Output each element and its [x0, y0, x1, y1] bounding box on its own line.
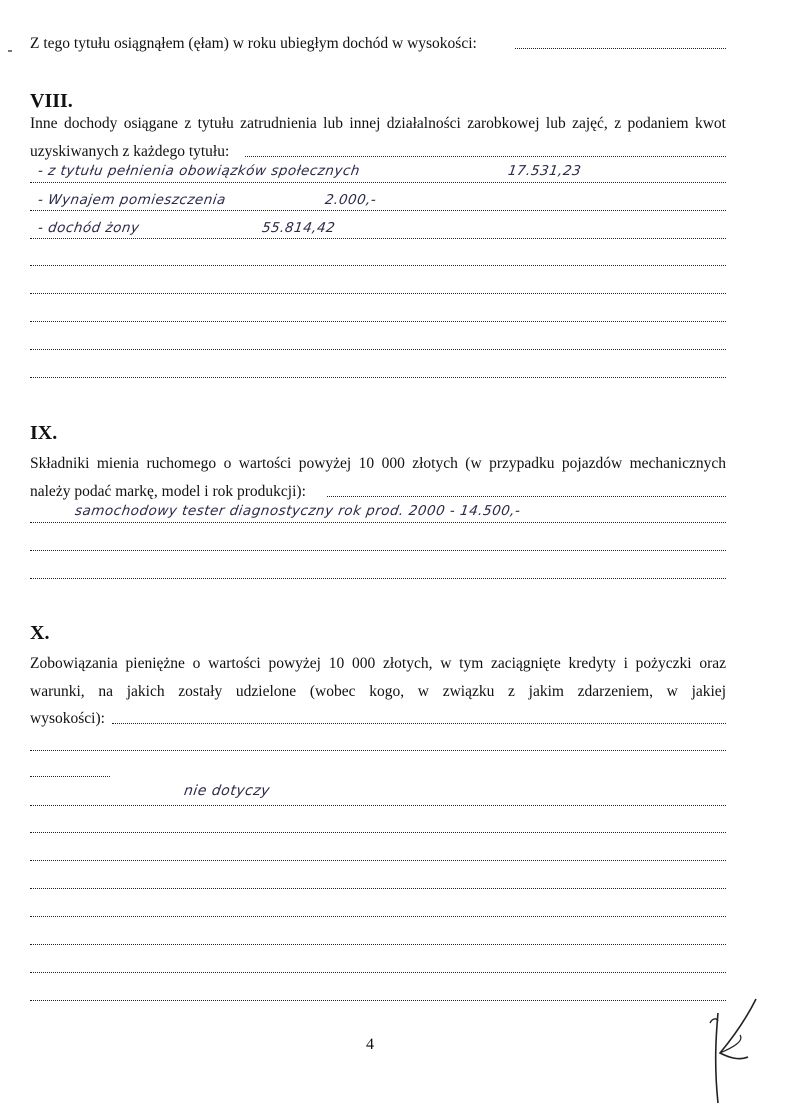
dotted-line: [30, 914, 726, 917]
dotted-line: [30, 858, 726, 861]
dotted-line: [30, 263, 726, 266]
dotted-line: [30, 548, 726, 551]
dotted-line: [30, 774, 110, 777]
page-number: 4: [366, 1036, 374, 1053]
dotted-line: [30, 942, 726, 945]
dotted-line: [30, 748, 726, 751]
dotted-line: [30, 208, 726, 211]
handwritten-amount-1: 17.531,23: [506, 163, 583, 179]
handwritten-liabilities: nie dotyczy: [182, 783, 272, 799]
dotted-line: [30, 291, 726, 294]
handwritten-amount-2: 2.000,-: [323, 192, 378, 208]
income-dotted-line: [515, 46, 726, 49]
section-x-text-2: warunki, na jakich zostały udzielone (wobec kogo, w związku z jakim zdarzeniem, w jakiej: [30, 683, 726, 700]
section-ix-heading: IX.: [30, 422, 58, 444]
dotted-line: [30, 347, 726, 350]
handwritten-amount-3: 55.814,42: [260, 220, 337, 236]
section-ix-text-1: Składniki mienia ruchomego o wartości powyżej 10 000 złotych (w przypadku pojazdów mechanicznych: [30, 455, 726, 472]
dotted-line: [30, 970, 726, 973]
dotted-line: [30, 803, 726, 806]
section-ix-text-2: należy podać markę, model i rok produkcji):: [30, 482, 726, 502]
dotted-line: [30, 375, 726, 378]
dotted-line: [327, 494, 726, 497]
section-x-heading: X.: [30, 622, 50, 644]
section-viii-heading: VIII.: [30, 90, 73, 112]
handwritten-income-2: - Wynajem pomieszczenia: [36, 192, 228, 208]
income-line: [30, 34, 726, 54]
dotted-line: [112, 721, 726, 724]
section-viii-text-1: Inne dochody osiągane z tytułu zatrudnienia lub innej działalności zarobkowej lub zajęć, z podaniem kwot: [30, 115, 726, 132]
dotted-line: [30, 319, 726, 322]
section-x-text-3: wysokości):: [30, 709, 726, 729]
dotted-line: [30, 576, 726, 579]
dotted-line: [30, 998, 726, 1001]
dotted-line: [30, 236, 726, 239]
dotted-line: [30, 830, 726, 833]
handwritten-income-1: - z tytułu pełnienia obowiązków społecznych: [36, 163, 361, 179]
scan-mark: [8, 50, 12, 52]
handwritten-movable-asset: samochodowy tester diagnostyczny rok prod. 2000 - 14.500,-: [73, 503, 522, 519]
dotted-line: [245, 154, 726, 157]
dotted-line: [30, 180, 726, 183]
section-viii-text-2: uzyskiwanych z każdego tytułu:: [30, 142, 726, 162]
dotted-line: [30, 886, 726, 889]
dotted-line: [30, 520, 726, 523]
handwritten-income-3: - dochód żony: [36, 220, 141, 236]
income-label: Z tego tytułu osiągnąłem (ęłam) w roku ubiegłym dochód w wysokości:: [30, 35, 481, 52]
signature-icon: [700, 995, 770, 1105]
section-x-text-1: Zobowiązania pieniężne o wartości powyżej 10 000 złotych, w tym zaciągnięte kredyty i pożyczki oraz: [30, 655, 726, 672]
